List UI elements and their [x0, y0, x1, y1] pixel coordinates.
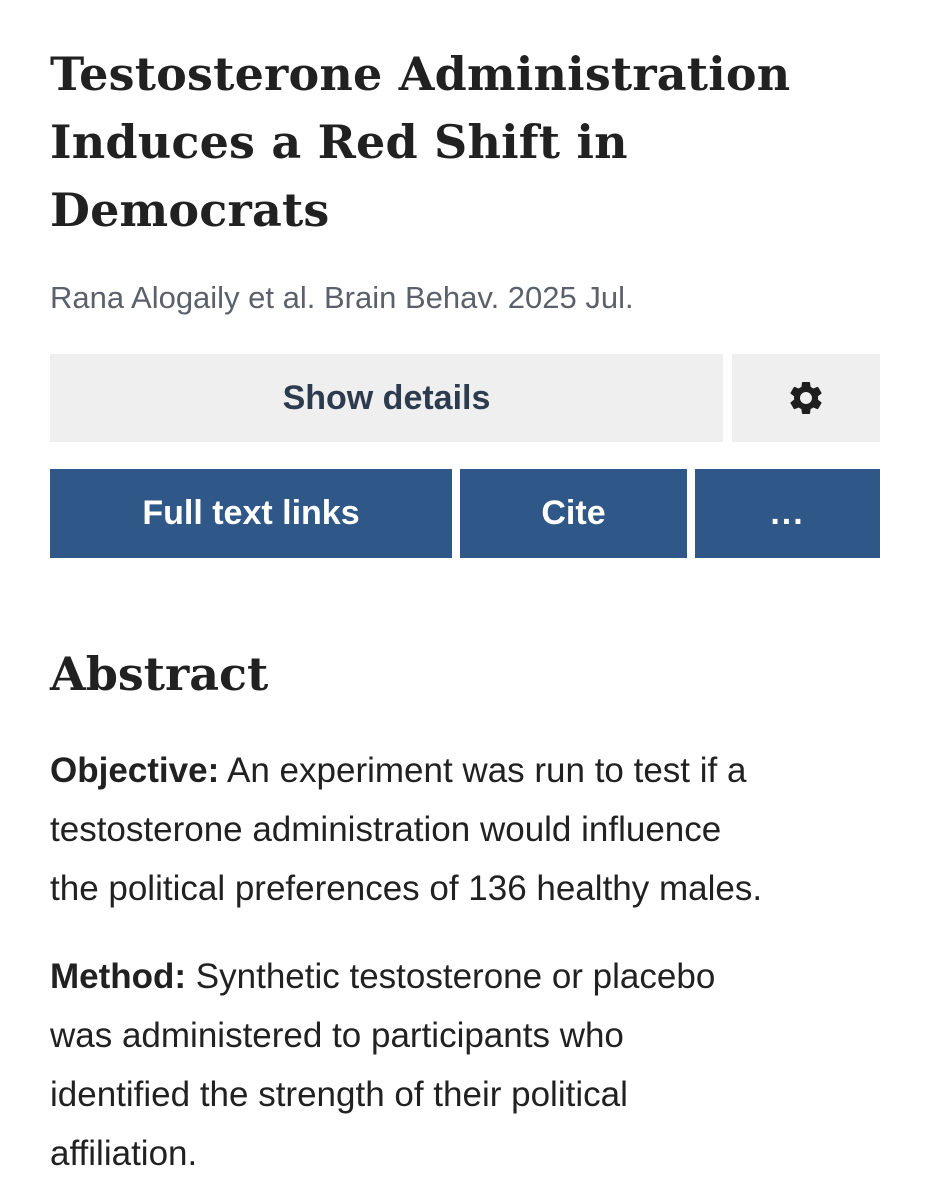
cite-button[interactable] — [460, 469, 687, 558]
article-title-line: Induces a Red Shift in — [50, 115, 628, 169]
display-settings-button[interactable] — [732, 354, 880, 442]
abstract-heading: Abstract — [50, 647, 269, 701]
show-details-label: Show details — [282, 378, 491, 417]
objective-label: Objective: — [50, 751, 220, 790]
method-text-line: Synthetic testosterone or placebo — [186, 957, 716, 996]
objective-text-line: testosterone administration would influence — [50, 810, 722, 849]
abstract-objective — [50, 741, 890, 918]
method-text-line: affiliation. — [50, 1134, 198, 1173]
show-details-button[interactable] — [50, 354, 723, 442]
method-text-line: was administered to participants who — [50, 1016, 624, 1055]
article-citation: Rana Alogaily et al. Brain Behav. 2025 Jul. — [50, 280, 634, 315]
article-title-line: Democrats — [50, 183, 330, 237]
full-text-links-button[interactable] — [50, 469, 452, 558]
gear-icon — [786, 378, 826, 418]
method-label: Method: — [50, 957, 187, 996]
more-actions-label: ... — [770, 494, 805, 532]
article-title-line: Testosterone Administration — [50, 47, 791, 101]
more-actions-button[interactable] — [695, 469, 880, 558]
article-title — [50, 40, 890, 244]
full-text-links-label: Full text links — [142, 494, 360, 532]
abstract-method — [50, 947, 890, 1183]
cite-label: Cite — [541, 494, 606, 532]
objective-text-line: the political preferences of 136 healthy males. — [50, 869, 763, 908]
method-text-line: identified the strength of their political — [50, 1075, 628, 1114]
objective-text-line: An experiment was run to test if a — [219, 751, 747, 790]
